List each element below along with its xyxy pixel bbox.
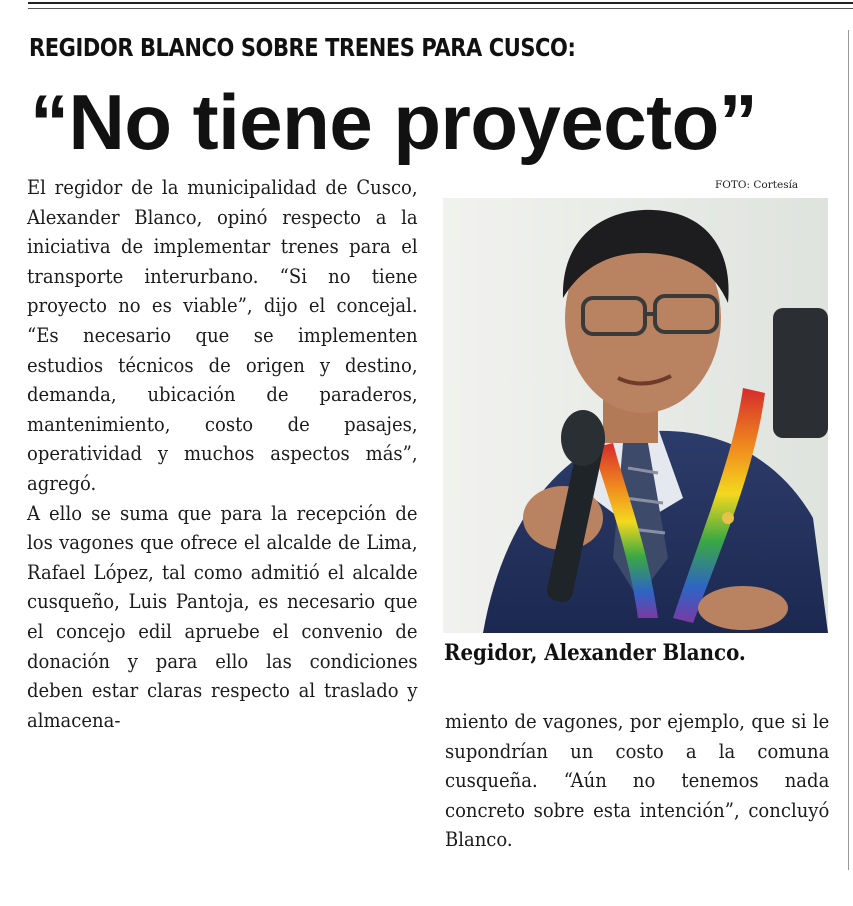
portrait-illustration [443,198,828,633]
top-rule-thin [28,8,853,9]
article-body-column-2: miento de vagones, por ejemplo, que si le supondrían un costo a la comuna cusqueña. “Aún no tenemos nada concreto sobre esta intención”, concluyó Blanco. [445,709,830,852]
article-headline: “No tiene proyecto” [30,78,758,166]
article-kicker: REGIDOR BLANCO SOBRE TRENES PARA CUSCO: [29,33,576,62]
photo-credit: FOTO: Cortesía [715,179,799,191]
article-photo [443,198,828,633]
article-body-column-1 [27,173,418,735]
top-rule [28,2,853,4]
column-divider [848,30,849,870]
photo-caption: Regidor, Alexander Blanco. [444,640,746,666]
body-paragraph-2: A ello se suma que para la recepción de los vagones que ofrece el alcalde de Lima, Rafael López, tal como admitió el alcalde cusqueño, Luis Pantoja, es necesario que el concejo edil apruebe el convenio de donación y para ello las condiciones deben estar claras respecto al traslado y almacena- [27,500,418,732]
body-paragraph-1: El regidor de la municipalidad de Cusco, Alexander Blanco, opinó respecto a la iniciativa de implementar trenes para el transporte interurbano. “Si no tiene proyecto no es viable”, dijo el concejal. “Es necesario que se implementen estudios técnicos de origen y destino, demanda, ubicación de paraderos, mantenimiento, costo de pasajes, operatividad y muchos aspectos más”, agregó. [27,175,418,495]
